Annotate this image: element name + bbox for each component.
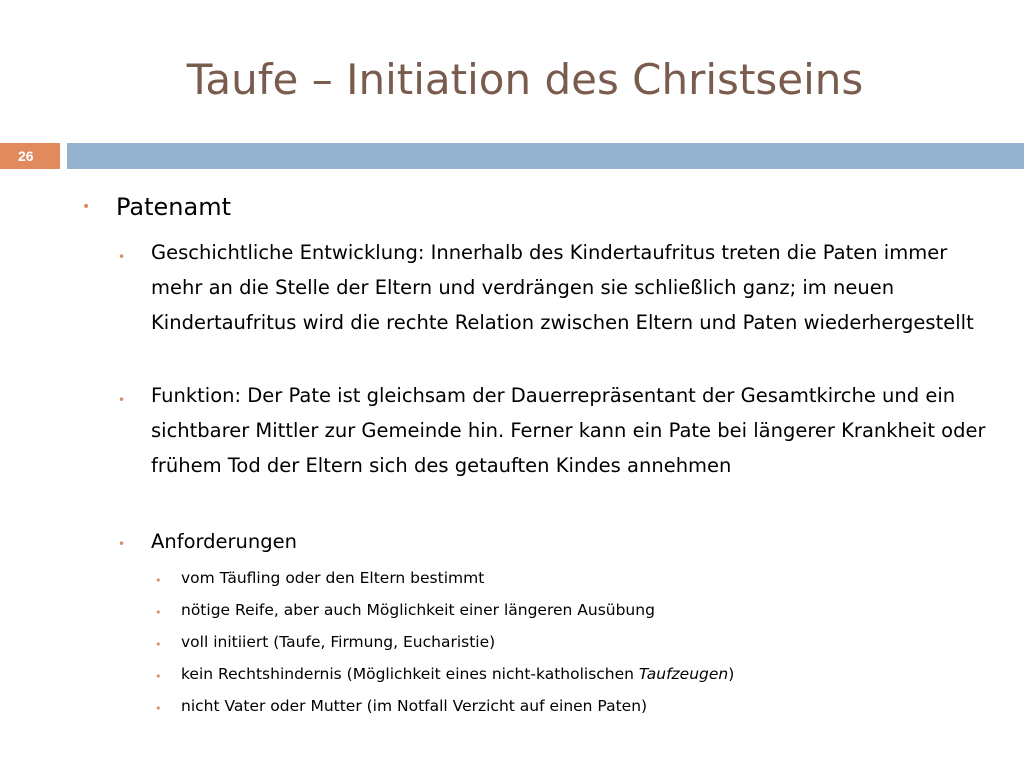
bullet-marker: • bbox=[155, 606, 162, 619]
bullet-marker: • bbox=[118, 393, 126, 407]
slide-title: Taufe – Initiation des Christseins bbox=[186, 55, 864, 104]
bullet-marker: • bbox=[155, 638, 162, 651]
slide-number-badge bbox=[0, 143, 60, 169]
slide-number: 26 bbox=[18, 148, 34, 164]
point-funktion: Funktion: Der Pate ist gleichsam der Dauerrepräsentant der Gesamtkirche und ein sichtbarer Mittler zur Gemeinde hin. Ferner kann ein Pate bei längerer Krankheit oder frühem Tod der Eltern sich des getauften Kindes annehmen bbox=[151, 384, 986, 477]
requirement-text: kein Rechtshindernis (Möglichkeit eines nicht-katholischen bbox=[181, 665, 639, 683]
header-divider-bar bbox=[67, 143, 1024, 169]
requirement-item: voll initiiert (Taufe, Firmung, Eucharistie) bbox=[181, 633, 496, 651]
requirement-emphasis: Taufzeugen bbox=[638, 665, 729, 683]
bullet-marker: • bbox=[155, 574, 162, 587]
bullet-marker: • bbox=[155, 670, 162, 683]
requirement-item: vom Täufling oder den Eltern bestimmt bbox=[181, 569, 485, 587]
point-anforderungen: Anforderungen bbox=[151, 530, 298, 553]
bullet-marker: • bbox=[155, 702, 162, 715]
bullet-marker: • bbox=[82, 199, 91, 215]
requirement-item: nötige Reife, aber auch Möglichkeit einer längeren Ausübung bbox=[181, 601, 655, 619]
point-geschichtliche-entwicklung: Geschichtliche Entwicklung: Innerhalb des Kindertaufritus treten die Paten immer mehr an die Stelle der Eltern und verdrängen sie schließlich ganz; im neuen Kindertaufritus wird die rechte Relation zwischen Eltern und Paten wiederhergestellt bbox=[151, 241, 974, 334]
bullet-marker: • bbox=[118, 250, 126, 264]
bullet-marker: • bbox=[118, 537, 126, 551]
requirement-item bbox=[181, 665, 734, 683]
heading-patenamt: Patenamt bbox=[116, 193, 231, 221]
requirement-text-end: ) bbox=[728, 665, 735, 683]
requirement-item: nicht Vater oder Mutter (im Notfall Verzicht auf einen Paten) bbox=[181, 697, 648, 715]
